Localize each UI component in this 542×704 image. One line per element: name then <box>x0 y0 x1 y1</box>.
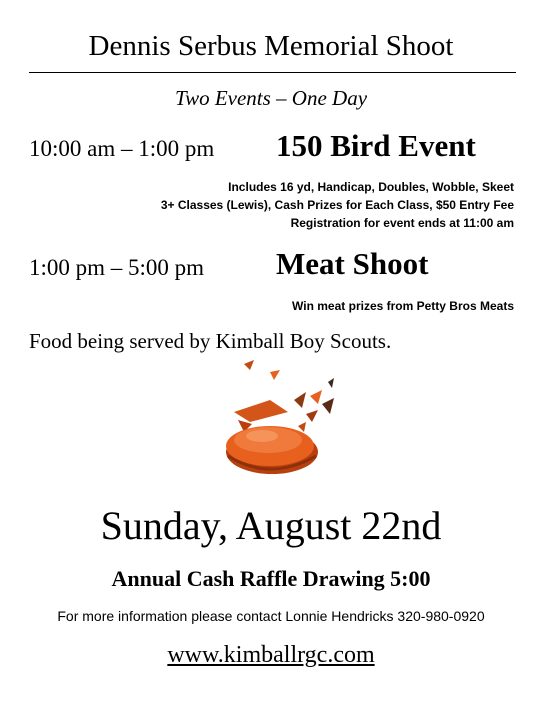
event1-details <box>161 178 514 232</box>
website <box>0 642 542 669</box>
event2-name: Meat Shoot <box>276 246 429 281</box>
event2-time: 1:00 pm – 5:00 pm <box>29 255 205 280</box>
event2-detail-line: Win meat prizes from Petty Bros Meats <box>292 299 514 313</box>
subtitle: Two Events – One Day <box>174 86 368 110</box>
title-divider <box>29 72 516 73</box>
broken-clay-target-icon <box>210 360 350 490</box>
contact-info: For more information please contact Lonnie Hendricks 320-980-0920 <box>57 608 485 624</box>
event1-detail-line: Registration for event ends at 11:00 am <box>290 216 514 230</box>
page-title: Dennis Serbus Memorial Shoot <box>88 30 454 62</box>
event1-time: 10:00 am – 1:00 pm <box>29 136 215 161</box>
raffle-note: Annual Cash Raffle Drawing 5:00 <box>111 566 431 591</box>
event1-detail-line: 3+ Classes (Lewis), Cash Prizes for Each Class, $50 Entry Fee <box>160 198 514 212</box>
event-date: Sunday, August 22nd <box>100 503 442 548</box>
event1-detail-line: Includes 16 yd, Handicap, Doubles, Wobble, Skeet <box>228 180 514 194</box>
event2-details <box>292 297 514 315</box>
food-note: Food being served by Kimball Boy Scouts. <box>29 329 392 353</box>
website-link[interactable]: www.kimballrgc.com <box>167 642 375 668</box>
event1-name: 150 Bird Event <box>276 128 476 163</box>
